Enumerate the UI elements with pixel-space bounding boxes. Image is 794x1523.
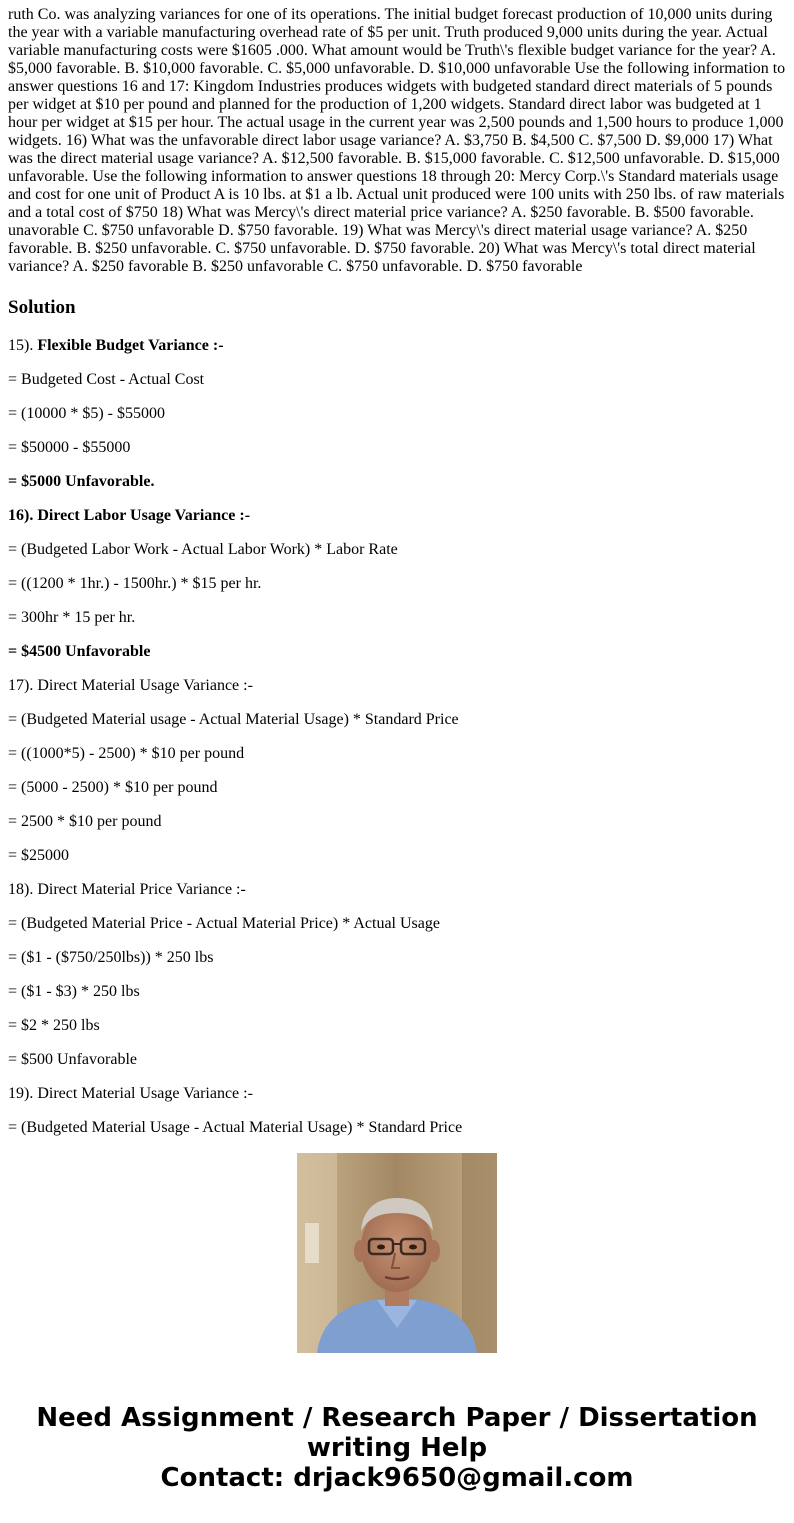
solution-line: = ((1200 * 1hr.) - 1500hr.) * $15 per hr. <box>8 575 262 592</box>
solution-line: = (Budgeted Material usage - Actual Material Usage) * Standard Price <box>8 711 459 728</box>
solution-line: = 2500 * $10 per pound <box>8 813 162 830</box>
solution-line: 15). Flexible Budget Variance :- <box>8 337 224 354</box>
solution-line: = $2 * 250 lbs <box>8 1017 100 1034</box>
solution-line: = $500 Unfavorable <box>8 1051 137 1068</box>
author-photo <box>297 1153 497 1353</box>
solution-line: = (10000 * $5) - $55000 <box>8 405 166 422</box>
solution-line: = $5000 Unfavorable. <box>8 473 155 490</box>
solution-line: 18). Direct Material Price Variance :- <box>8 881 246 898</box>
solution-line: = $25000 <box>8 847 70 864</box>
solution-line: 16). Direct Labor Usage Variance :- <box>8 507 251 524</box>
solution-line: = 300hr * 15 per hr. <box>8 609 136 626</box>
promo-line: writing Help <box>306 1433 488 1463</box>
solution-line: = $50000 - $55000 <box>8 439 131 456</box>
solution-heading: Solution <box>8 297 76 318</box>
solution-line: 19). Direct Material Usage Variance :- <box>8 1085 253 1102</box>
solution-line: = (Budgeted Material Usage - Actual Material Usage) * Standard Price <box>8 1119 463 1136</box>
solution-line: = ($1 - ($750/250lbs)) * 250 lbs <box>8 949 214 966</box>
solution-line: = ((1000*5) - 2500) * $10 per pound <box>8 745 245 762</box>
author-photo-image <box>297 1153 497 1353</box>
solution-line: = Budgeted Cost - Actual Cost <box>8 371 205 388</box>
solution-line: = ($1 - $3) * 250 lbs <box>8 983 140 1000</box>
solution-line: = $4500 Unfavorable <box>8 643 151 660</box>
promo-line: Need Assignment / Research Paper / Dissertation <box>36 1403 758 1433</box>
solution-line: = (5000 - 2500) * $10 per pound <box>8 779 218 796</box>
solution-body <box>8 334 786 1136</box>
question-text: ruth Co. was analyzing variances for one of its operations. The initial budget forecast production of 10,000 units during the year with a variable manufacturing overhead rate of $5 per unit. Truth produced 9,000 units during the year. Actual variable manufacturing costs were $1605 .000. What amount would be Truth\'s flexible budget variance for the year? A. $5,000 favorable. B. $10,000 favorable. C. $5,000 unfavorable. D. $10,000 unfavorable Use the following information to answer questions 16 and 17: Kingdom Industries produces widgets with budgeted standard direct materials of 5 pounds per widget at $10 per pound and planned for the production of 1,200 widgets. Standard direct labor was budgeted at 1 hour per widget at $15 per hour. The actual usage in the current year was 2,500 pounds and 1,500 hours to produce 1,000 widgets. 16) What was the unfavorable direct labor usage variance? A. $3,750 B. $4,500 C. $7,500 D. $9,000 17) What was the direct material usage variance? A. $12,500 favorable. B. $15,000 favorable. C. $12,500 unfavorable. D. $15,000 unfavorable. Use the following information to answer questions 18 through 20: Mercy Corp.\'s Standard materials usage and cost for one unit of Product A is 10 lbs. at $1 a lb. Actual unit produced were 100 units with 250 lbs. of raw materials and a total cost of $750 18) What was Mercy\'s direct material price variance? A. $250 favorable. B. $500 favorable. unavorable C. $750 unfavorable D. $750 favorable. 19) What was Mercy\'s direct material usage variance? A. $250 favorable. B. $250 unfavorable. C. $750 unfavorable. D. $750 favorable. 20) What was Mercy\'s total direct material variance? A. $250 favorable B. $250 unfavorable C. $750 unfavorable. D. $750 favorable <box>8 6 786 275</box>
solution-line: = (Budgeted Labor Work - Actual Labor Work) * Labor Rate <box>8 541 398 558</box>
solution-line: 17). Direct Material Usage Variance :- <box>8 677 253 694</box>
solution-line: = (Budgeted Material Price - Actual Material Price) * Actual Usage <box>8 915 440 932</box>
promo-contact: Contact: drjack9650@gmail.com <box>160 1463 634 1493</box>
promo-banner <box>0 1403 794 1493</box>
